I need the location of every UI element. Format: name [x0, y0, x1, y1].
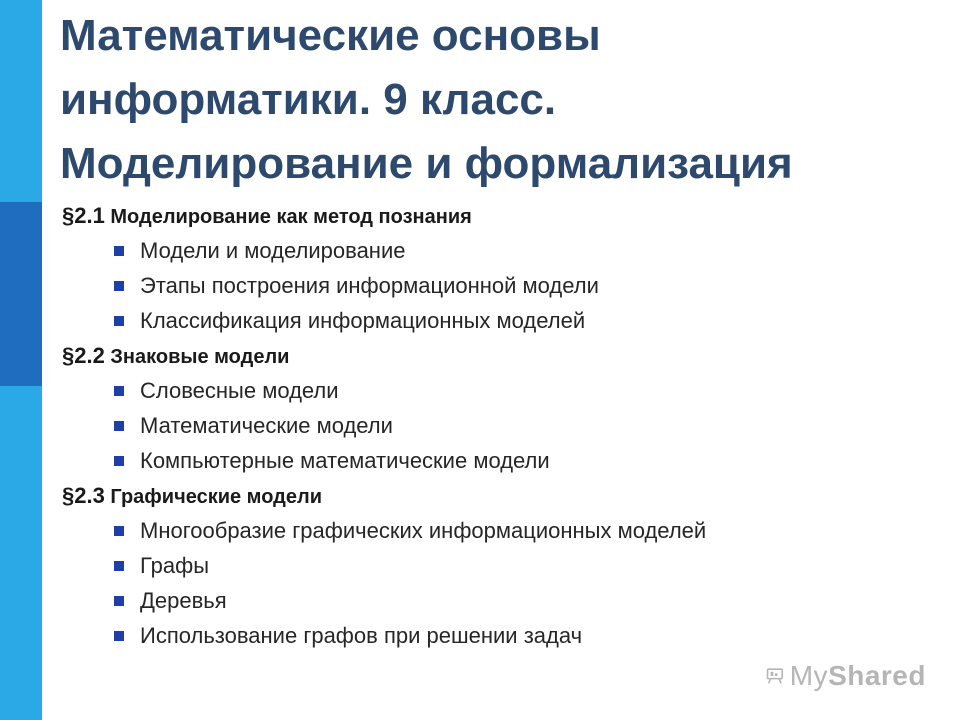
list-item [62, 583, 922, 618]
list-item [62, 408, 922, 443]
list-item-text: Математические модели [140, 413, 393, 438]
square-bullet-icon [114, 456, 124, 466]
section-number: §2.2 [62, 343, 105, 368]
square-bullet-icon [114, 421, 124, 431]
list-item-text: Словесные модели [140, 378, 339, 403]
list-item [62, 548, 922, 583]
section-heading [62, 338, 922, 373]
watermark-text [790, 660, 926, 692]
square-bullet-icon [114, 281, 124, 291]
square-bullet-icon [114, 631, 124, 641]
square-bullet-icon [114, 561, 124, 571]
slide-title-line: Моделирование и формализация [60, 139, 793, 188]
square-bullet-icon [114, 316, 124, 326]
section-title: Графические модели [110, 486, 322, 508]
slide-title [60, 4, 940, 196]
square-bullet-icon [114, 386, 124, 396]
square-bullet-icon [114, 526, 124, 536]
section-title: Моделирование как метод познания [110, 206, 472, 228]
list-item-text: Компьютерные математические модели [140, 448, 550, 473]
list-item-text: Использование графов при решении задач [140, 623, 583, 648]
watermark-brand-suffix: Shared [828, 660, 926, 691]
slide-title-line: информатики. 9 класс. [60, 75, 557, 124]
list-item [62, 303, 922, 338]
presentation-board-icon [766, 659, 784, 693]
list-item [62, 618, 922, 653]
section-number: §2.3 [62, 483, 105, 508]
section-number: §2.1 [62, 203, 105, 228]
list-item [62, 513, 922, 548]
list-item-text: Этапы построения информационной модели [140, 273, 599, 298]
slide-title-line: Математические основы [60, 11, 601, 60]
decorative-side-bar-accent [0, 202, 42, 386]
section-heading [62, 198, 922, 233]
watermark-brand-prefix: My [789, 660, 829, 691]
section-title: Знаковые модели [110, 346, 290, 368]
list-item-text: Графы [140, 553, 210, 578]
list-item [62, 233, 922, 268]
square-bullet-icon [114, 246, 124, 256]
list-item [62, 268, 922, 303]
list-item-text: Деревья [140, 588, 227, 613]
square-bullet-icon [114, 596, 124, 606]
section-heading [62, 478, 922, 513]
list-item-text: Многообразие графических информационных моделей [140, 518, 707, 543]
watermark-logo [766, 656, 926, 696]
list-item [62, 373, 922, 408]
table-of-contents [62, 198, 922, 653]
list-item-text: Модели и моделирование [140, 238, 406, 263]
list-item [62, 443, 922, 478]
list-item-text: Классификация информационных моделей [140, 308, 586, 333]
